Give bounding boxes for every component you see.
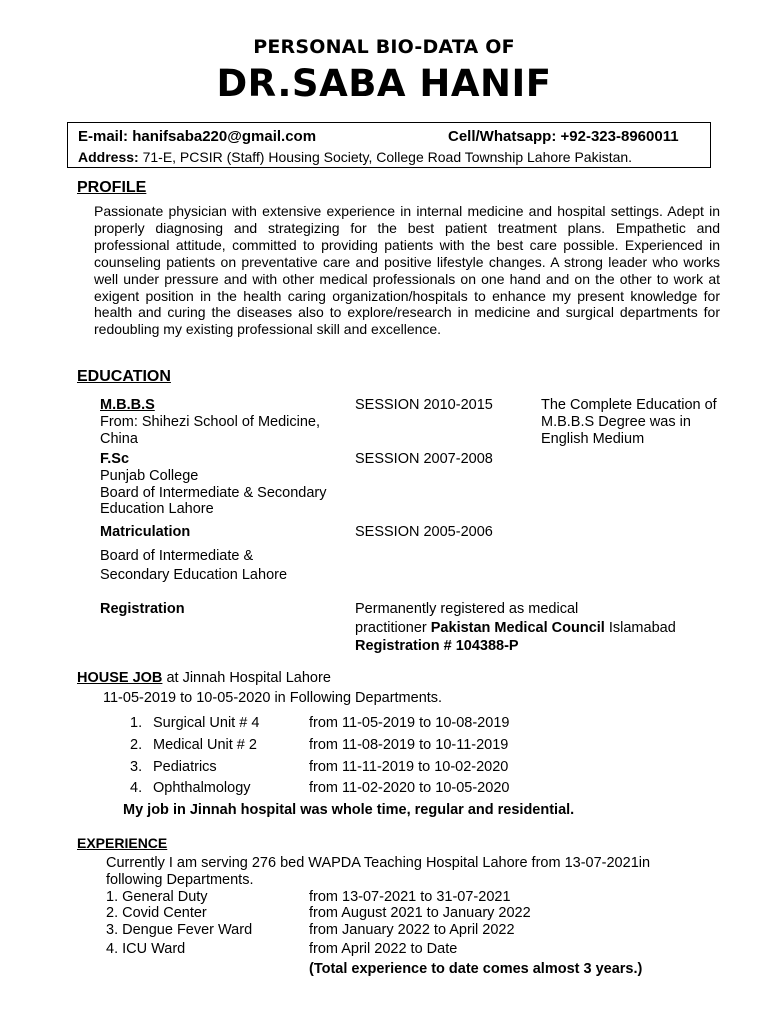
house-job-num: 1. bbox=[130, 715, 143, 731]
house-job-note: My job in Jinnah hospital was whole time, regular and residential. bbox=[123, 802, 575, 818]
registration-line-2 bbox=[355, 620, 676, 636]
mbbs-note-1: The Complete Education of bbox=[541, 397, 717, 413]
house-job-hospital: at Jinnah Hospital Lahore bbox=[162, 670, 331, 686]
matric-board: Board of Intermediate & bbox=[100, 548, 254, 564]
mbbs-note-3: English Medium bbox=[541, 431, 645, 447]
page-subtitle: PERSONAL BIO-DATA OF bbox=[253, 36, 515, 58]
fsc-title: F.Sc bbox=[100, 451, 130, 467]
profile-text: Passionate physician with extensive experience in internal medicine and hospital settings. Adept in properly diagnosing and strategizing for the best patient treatment plans. Empathetic and professional attitude, committed to providing patients with the best care possible. Experienced in counseling patients on preventative care and positive lifestyle changes. A strong leader who works well under pressure and with other medical professionals on one hand and on the other to work at exigent position in the health caring organization/hospitals to enhance my present knowledge for health and curing the diseases also to explore/research in medicine and surgical departments for redoubling my existing professional skill and excellence. bbox=[94, 203, 720, 338]
email-value[interactable]: hanifsaba220@gmail.com bbox=[132, 128, 317, 145]
experience-intro-1: Currently I am serving 276 bed WAPDA Teaching Hospital Lahore from 13-07-2021in bbox=[106, 855, 651, 871]
experience-dept: 1. General Duty bbox=[106, 889, 208, 905]
cell-value: +92-323-8960011 bbox=[560, 128, 679, 145]
mbbs-note-2: M.B.B.S Degree was in bbox=[541, 414, 691, 430]
profile-heading: PROFILE bbox=[77, 179, 147, 196]
fsc-board-2: Education Lahore bbox=[100, 501, 214, 517]
experience-heading: EXPERIENCE bbox=[77, 835, 168, 851]
experience-dates: from January 2022 to April 2022 bbox=[309, 922, 515, 938]
house-job-dept: Ophthalmology bbox=[153, 780, 251, 796]
mbbs-session: SESSION 2010-2015 bbox=[355, 397, 493, 413]
registration-pre: practitioner bbox=[355, 620, 431, 636]
contact-box bbox=[67, 122, 711, 168]
registration-title: Registration bbox=[100, 601, 185, 617]
experience-intro-2: following Departments. bbox=[106, 872, 254, 888]
email-label: E-mail: bbox=[78, 128, 129, 145]
house-job-title: HOUSE JOB bbox=[77, 670, 163, 686]
email-line bbox=[78, 128, 316, 145]
fsc-college: Punjab College bbox=[100, 468, 199, 484]
fsc-board: Board of Intermediate & Secondary bbox=[100, 485, 327, 501]
address-value: 71-E, PCSIR (Staff) Housing Society, College Road Township Lahore Pakistan. bbox=[142, 149, 633, 165]
education-heading: EDUCATION bbox=[77, 368, 171, 385]
registration-number: Registration # 104388-P bbox=[355, 638, 519, 654]
cell-line bbox=[448, 128, 679, 145]
house-job-heading bbox=[77, 670, 331, 686]
house-job-num: 2. bbox=[130, 737, 143, 753]
house-job-dates: from 11-08-2019 to 10-11-2019 bbox=[309, 737, 509, 753]
house-job-dept: Medical Unit # 2 bbox=[153, 737, 257, 753]
address-line bbox=[78, 149, 632, 165]
house-job-dates: from 11-02-2020 to 10-05-2020 bbox=[309, 780, 510, 796]
matric-board-2: Secondary Education Lahore bbox=[100, 567, 288, 583]
matric-session: SESSION 2005-2006 bbox=[355, 524, 493, 540]
house-job-num: 4. bbox=[130, 780, 143, 796]
experience-dates: from 13-07-2021 to 31-07-2021 bbox=[309, 889, 511, 905]
registration-line-1: Permanently registered as medical bbox=[355, 601, 579, 617]
house-job-num: 3. bbox=[130, 759, 143, 775]
experience-dept: 2. Covid Center bbox=[106, 905, 207, 921]
registration-council: Pakistan Medical Council bbox=[430, 620, 605, 636]
experience-dates: from April 2022 to Date bbox=[309, 941, 458, 957]
house-job-dept: Surgical Unit # 4 bbox=[153, 715, 260, 731]
address-label: Address: bbox=[78, 149, 139, 165]
house-job-period: 11-05-2019 to 10-05-2020 in Following Departments. bbox=[103, 690, 443, 706]
mbbs-country: China bbox=[100, 431, 138, 447]
page-title: DR.SABA HANIF bbox=[216, 62, 552, 105]
house-job-dept: Pediatrics bbox=[153, 759, 217, 775]
mbbs-title: M.B.B.S bbox=[100, 397, 155, 413]
house-job-dates: from 11-05-2019 to 10-08-2019 bbox=[309, 715, 510, 731]
experience-dept: 4. ICU Ward bbox=[106, 941, 186, 957]
experience-total: (Total experience to date comes almost 3 years.) bbox=[309, 961, 643, 977]
fsc-session: SESSION 2007-2008 bbox=[355, 451, 493, 467]
experience-dept: 3. Dengue Fever Ward bbox=[106, 922, 253, 938]
house-job-dates: from 11-11-2019 to 10-02-2020 bbox=[309, 759, 509, 775]
mbbs-school: From: Shihezi School of Medicine, bbox=[100, 414, 321, 430]
cell-label: Cell/Whatsapp: bbox=[448, 128, 557, 145]
matric-title: Matriculation bbox=[100, 524, 191, 540]
registration-post: Islamabad bbox=[604, 620, 676, 636]
experience-dates: from August 2021 to January 2022 bbox=[309, 905, 531, 921]
